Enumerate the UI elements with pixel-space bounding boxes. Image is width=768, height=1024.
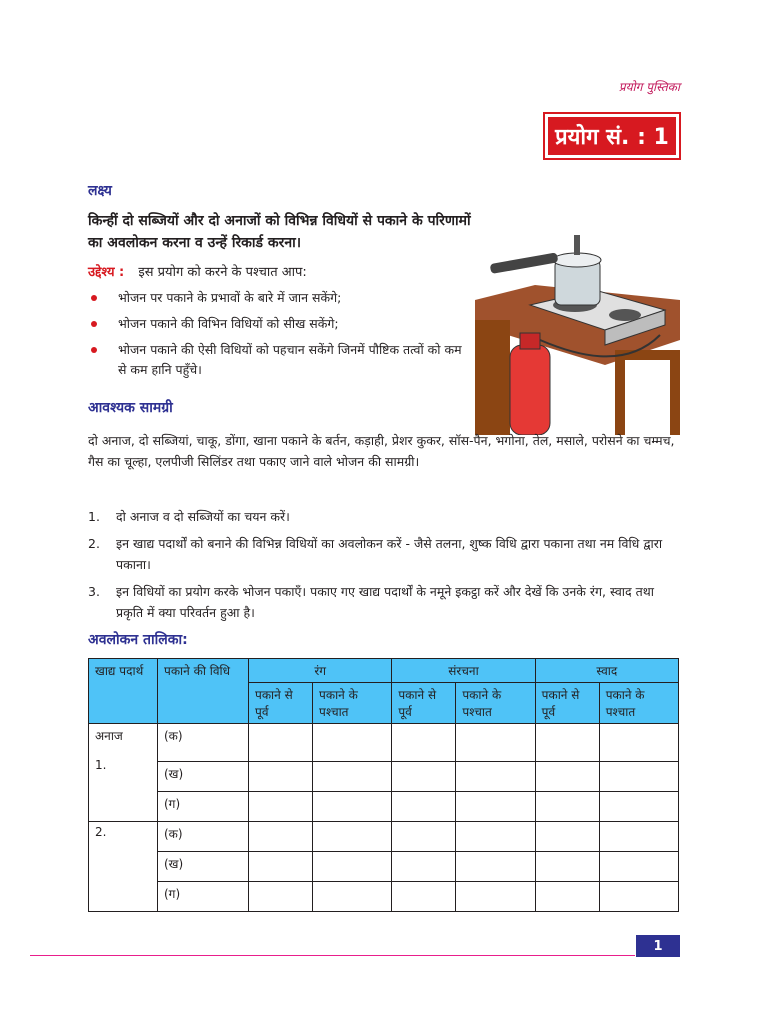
- step-number: 2.: [88, 536, 100, 551]
- food-number: 1.: [95, 758, 107, 772]
- entry-cell[interactable]: [456, 852, 535, 882]
- objective-list: [88, 288, 468, 386]
- header-after: पकाने के पश्चात: [313, 683, 392, 724]
- header-before: पकाने से पूर्व: [392, 683, 456, 724]
- step-text: इन विधियों का प्रयोग करके भोजन पकाएँ। पकाए गए खाद्य पदार्थों के नमूने इकट्ठा करें और देखें कि उनके रंग, स्वाद तथा प्रकृति में क्या परिवर्तन हुआ है।: [116, 584, 654, 620]
- entry-cell[interactable]: [456, 792, 535, 822]
- entry-cell[interactable]: [313, 852, 392, 882]
- entry-cell[interactable]: [313, 724, 392, 762]
- entry-cell[interactable]: [313, 822, 392, 852]
- objective-label: उद्देश्य :: [88, 265, 125, 280]
- objective-bullet: भोजन पकाने की ऐसी विधियों को पहचान सकेंगे जिनमें पौष्टिक तत्वों को कम से कम हानि पहुँचे।: [88, 340, 468, 380]
- cereal-label: अनाज: [95, 729, 123, 743]
- header-texture: संरचना: [392, 659, 535, 683]
- objective-line: [88, 262, 307, 280]
- entry-cell[interactable]: [599, 822, 678, 852]
- table-row: [89, 792, 679, 822]
- entry-cell[interactable]: [456, 882, 535, 912]
- entry-cell[interactable]: [599, 852, 678, 882]
- entry-cell[interactable]: [249, 724, 313, 762]
- entry-cell[interactable]: [392, 724, 456, 762]
- step-number: 1.: [88, 509, 100, 524]
- entry-cell[interactable]: [456, 822, 535, 852]
- method-cell: (ग): [158, 792, 249, 822]
- method-cell: (ख): [158, 852, 249, 882]
- procedure-step: [88, 581, 683, 623]
- header-after: पकाने के पश्चात: [599, 683, 678, 724]
- entry-cell[interactable]: [392, 762, 456, 792]
- table-row: [89, 882, 679, 912]
- entry-cell[interactable]: [313, 882, 392, 912]
- header-colour: रंग: [249, 659, 392, 683]
- method-cell: (क): [158, 724, 249, 762]
- food-cell: [89, 724, 158, 822]
- observation-table: [88, 658, 679, 912]
- method-cell: (क): [158, 822, 249, 852]
- entry-cell[interactable]: [392, 792, 456, 822]
- entry-cell[interactable]: [392, 822, 456, 852]
- page-number: 1: [636, 935, 680, 957]
- procedure-step: [88, 506, 683, 527]
- header-after: पकाने के पश्चात: [456, 683, 535, 724]
- entry-cell[interactable]: [249, 762, 313, 792]
- procedure-steps: [88, 506, 683, 629]
- footer-rule: [30, 955, 635, 956]
- step-text: इन खाद्य पदार्थों को बनाने की विभिन्न विधियों का अवलोकन करें - जैसे तलना, शुष्क विधि द्वारा पकाना तथा नम विधि द्वारा पकाना।: [116, 536, 663, 572]
- gas-stove-illustration: [475, 230, 680, 435]
- entry-cell[interactable]: [535, 792, 599, 822]
- procedure-step: [88, 533, 683, 575]
- booklet-tag: प्रयोग पुस्तिका: [618, 80, 680, 94]
- header-method: पकाने की विधि: [158, 659, 249, 724]
- step-text: दो अनाज व दो सब्जियों का चयन करें।: [116, 509, 290, 524]
- aim-heading: लक्ष्य: [88, 183, 112, 199]
- entry-cell[interactable]: [313, 792, 392, 822]
- header-before: पकाने से पूर्व: [249, 683, 313, 724]
- header-taste: स्वाद: [535, 659, 678, 683]
- entry-cell[interactable]: [599, 762, 678, 792]
- method-cell: (ख): [158, 762, 249, 792]
- entry-cell[interactable]: [535, 724, 599, 762]
- entry-cell[interactable]: [535, 822, 599, 852]
- food-cell: 2.: [89, 822, 158, 912]
- entry-cell[interactable]: [249, 882, 313, 912]
- aim-text: किन्हीं दो सब्जियों और दो अनाजों को विभिन्न विधियों से पकाने के परिणामों का अवलोकन करना व उन्हें रिकार्ड करना।: [88, 213, 471, 251]
- objective-bullet: भोजन पर पकाने के प्रभावों के बारे में जान सकेंगे;: [88, 288, 468, 308]
- entry-cell[interactable]: [392, 882, 456, 912]
- entry-cell[interactable]: [249, 822, 313, 852]
- header-before: पकाने से पूर्व: [535, 683, 599, 724]
- table-row: [89, 822, 679, 852]
- entry-cell[interactable]: [599, 724, 678, 762]
- table-heading: अवलोकन तालिका:: [88, 632, 188, 648]
- entry-cell[interactable]: [599, 792, 678, 822]
- entry-cell[interactable]: [456, 724, 535, 762]
- header-food: खाद्य पदार्थ: [89, 659, 158, 724]
- materials-heading: आवश्यक सामग्री: [88, 400, 173, 416]
- step-number: 3.: [88, 584, 100, 599]
- entry-cell[interactable]: [392, 852, 456, 882]
- entry-cell[interactable]: [456, 762, 535, 792]
- method-cell: (ग): [158, 882, 249, 912]
- table-row: [89, 762, 679, 792]
- entry-cell[interactable]: [535, 882, 599, 912]
- table-row: [89, 852, 679, 882]
- experiment-number-box: प्रयोग सं. : 1: [548, 117, 676, 155]
- entry-cell[interactable]: [535, 762, 599, 792]
- table-row: [89, 724, 679, 762]
- entry-cell[interactable]: [249, 852, 313, 882]
- materials-text: दो अनाज, दो सब्जियां, चाकू, डोंगा, खाना पकाने के बर्तन, कड़ाही, प्रेशर कुकर, सॉस-पैन, भगोना, तेल, मसाले, परोसने का चम्मच, गैस का चूल्हा, एलपीजी सिलिंडर तथा पकाए जाने वाले भोजन की सामग्री।: [88, 433, 675, 469]
- entry-cell[interactable]: [249, 792, 313, 822]
- entry-cell[interactable]: [313, 762, 392, 792]
- objective-bullet: भोजन पकाने की विभिन विधियों को सीख सकेंगे;: [88, 314, 468, 334]
- objective-intro: इस प्रयोग को करने के पश्चात आप:: [138, 265, 307, 280]
- entry-cell[interactable]: [599, 882, 678, 912]
- entry-cell[interactable]: [535, 852, 599, 882]
